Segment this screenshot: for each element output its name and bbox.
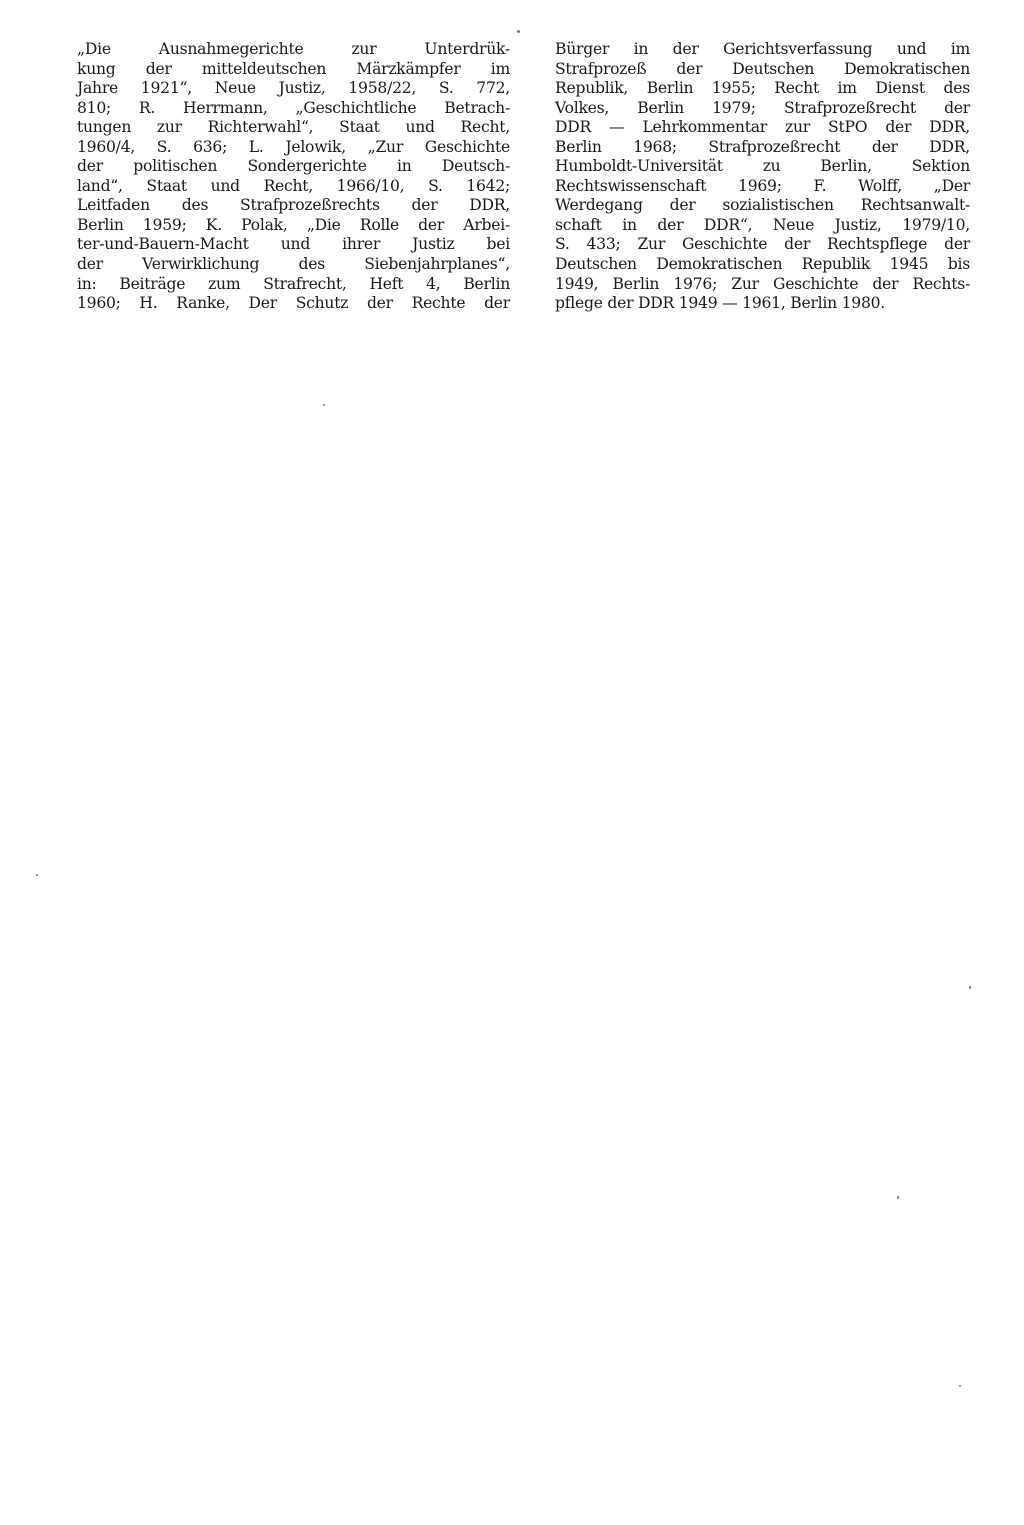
text-line: S. 433; Zur Geschichte der Rechtspflege der: [555, 235, 970, 254]
scan-speck: [517, 30, 520, 33]
text-line: Berlin 1959; K. Polak, „Die Rolle der Arbei-: [77, 215, 510, 234]
text-line: Volkes, Berlin 1979; Strafprozeßrecht der: [555, 98, 970, 117]
text-line: land“, Staat und Recht, 1966/10, S. 1642;: [77, 176, 510, 195]
text-line: 810; R. Herrmann, „Geschichtliche Betrach-: [77, 98, 510, 117]
text-line: Deutschen Demokratischen Republik 1945 bis: [555, 255, 970, 274]
text-line: 1960; H. Ranke, Der Schutz der Rechte der: [77, 294, 510, 313]
text-line: 1949, Berlin 1976; Zur Geschichte der Rechts-: [555, 274, 970, 293]
scan-speck: [36, 874, 38, 876]
text-line: tungen zur Richterwahl“, Staat und Recht,: [77, 118, 510, 137]
text-line: DDR — Lehrkommentar zur StPO der DDR,: [555, 118, 970, 137]
text-line: Strafprozeß der Deutschen Demokratischen: [555, 59, 970, 78]
text-line: der politischen Sondergerichte in Deutsch-: [77, 157, 510, 176]
scan-speck: [323, 404, 325, 406]
text-line: Werdegang der sozialistischen Rechtsanwalt-: [555, 196, 970, 215]
text-line: Berlin 1968; Strafprozeßrecht der DDR,: [555, 137, 970, 156]
text-line: in: Beiträge zum Strafrecht, Heft 4, Berlin: [77, 274, 510, 293]
scan-speck: [897, 1196, 899, 1199]
text-line: pflege der DDR 1949 — 1961, Berlin 1980.: [555, 294, 886, 313]
text-line: schaft in der DDR“, Neue Justiz, 1979/10,: [555, 215, 970, 234]
text-line: kung der mitteldeutschen Märzkämpfer im: [77, 59, 510, 78]
text-line: Humboldt-Universität zu Berlin, Sektion: [555, 157, 970, 176]
scan-speck: [969, 986, 971, 989]
right-text-column: [555, 40, 970, 314]
scan-speck: [959, 1385, 961, 1387]
text-line: Republik, Berlin 1955; Recht im Dienst des: [555, 79, 970, 98]
left-text-column: [77, 40, 510, 314]
text-line: Leitfaden des Strafprozeßrechts der DDR,: [77, 196, 510, 215]
text-line: Jahre 1921“, Neue Justiz, 1958/22, S. 772,: [77, 79, 510, 98]
text-line: Rechtswissenschaft 1969; F. Wolff, „Der: [555, 176, 970, 195]
text-line: „Die Ausnahmegerichte zur Unterdrük-: [77, 40, 510, 58]
text-line: Bürger in der Gerichtsverfassung und im: [555, 40, 970, 58]
text-line: 1960/4, S. 636; L. Jelowik, „Zur Geschichte: [77, 137, 510, 156]
text-line: ter-und-Bauern-Macht und ihrer Justiz bei: [77, 235, 510, 254]
text-line: der Verwirklichung des Siebenjahrplanes“,: [77, 255, 510, 274]
